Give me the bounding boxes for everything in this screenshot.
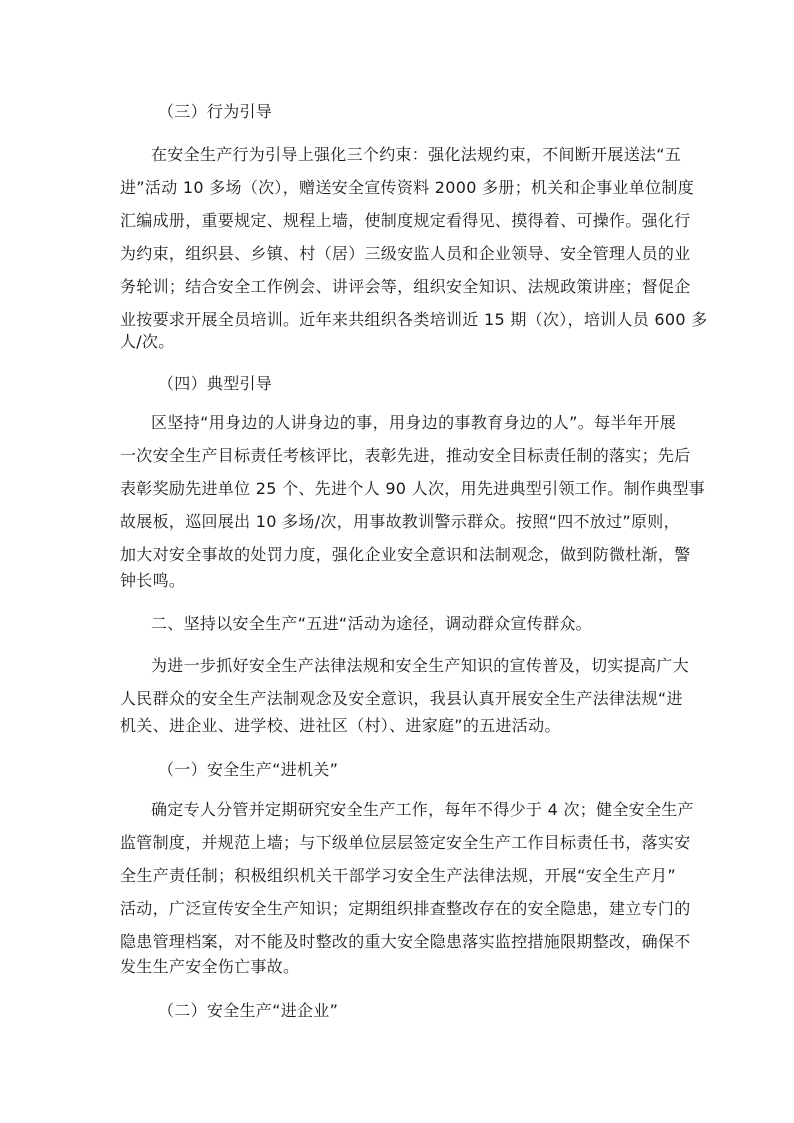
paragraph-line: 汇编成册，重要规定、规程上墙，使制度规定看得见、摸得着、可操作。强化行	[120, 211, 691, 230]
paragraph-line: 进”活动 10 多场（次），赠送安全宣传资料 2000 多册；机关和企事业单位制度	[120, 178, 695, 197]
section-heading-model-guidance: （四）典型引导	[158, 374, 273, 393]
paragraph-line: 确定专人分管并定期研究安全生产工作，每年不得少于 4 次；健全安全生产	[151, 800, 694, 819]
paragraph-line: 活动，广泛宣传安全生产知识；定期组织排查整改存在的安全隐患，建立专门的	[120, 899, 691, 918]
paragraph-line: 钟长鸣。	[120, 571, 186, 590]
paragraph-line: 业按要求开展全员培训。近年来共组织各类培训近 15 期（次），培训人员 600 多	[120, 310, 708, 329]
part-heading-five-into: 二、坚持以安全生产“五进“活动为途径，调动群众宣传群众。	[151, 614, 592, 633]
subsection-heading-into-enterprises: （二）安全生产“进企业”	[158, 1001, 339, 1020]
paragraph-line: 为约束，组织县、乡镇、村（居）三级安监人员和企业领导、安全管理人员的业	[120, 244, 691, 263]
paragraph-line: 表彰奖励先进单位 25 个、先进个人 90 人次，用先进典型引领工作。制作典型事	[120, 479, 706, 498]
paragraph-line: 机关、进企业、进学校、进社区（村）、进家庭”的五进活动。	[120, 716, 561, 735]
paragraph-line: 在安全生产行为引导上强化三个约束：强化法规约束，不间断开展送法“五	[151, 145, 682, 164]
paragraph-line: 加大对安全事故的处罚力度，强化企业安全意识和法制观念，做到防微杜渐，警	[120, 545, 691, 564]
paragraph-line: 务轮训；结合安全工作例会、讲评会等，组织安全知识、法规政策讲座；督促企	[120, 277, 691, 296]
paragraph-line: 全生产责任制；积极组织机关干部学习安全生产法律法规，开展“安全生产月”	[120, 866, 676, 885]
paragraph-line: 区坚持“用身边的人讲身边的事，用身边的事教育身边的人”。每半年开展	[151, 413, 676, 432]
paragraph-line: 隐患管理档案，对不能及时整改的重大安全隐患落实监控措施限期整改，确保不	[120, 932, 691, 951]
paragraph-line: 为进一步抓好安全生产法律法规和安全生产知识的宣传普及，切实提高广大	[151, 656, 689, 675]
paragraph-line: 发生生产安全伤亡事故。	[120, 957, 300, 976]
paragraph-line: 监管制度，并规范上墙；与下级单位层层签定安全生产工作目标责任书，落实安	[120, 833, 691, 852]
section-heading-behavior-guidance: （三）行为引导	[158, 102, 273, 121]
paragraph-line: 一次安全生产目标责任考核评比，表彰先进，推动安全目标责任制的落实；先后	[120, 446, 691, 465]
subsection-heading-into-agencies: （一）安全生产“进机关”	[158, 760, 339, 779]
paragraph-line: 人民群众的安全生产法制观念及安全意识，我县认真开展安全生产法律法规“进	[120, 689, 683, 708]
paragraph-line: 人/次。	[120, 332, 175, 351]
paragraph-line: 故展板，巡回展出 10 多场/次，用事故教训警示群众。按照“四不放过”原则，	[120, 512, 680, 531]
